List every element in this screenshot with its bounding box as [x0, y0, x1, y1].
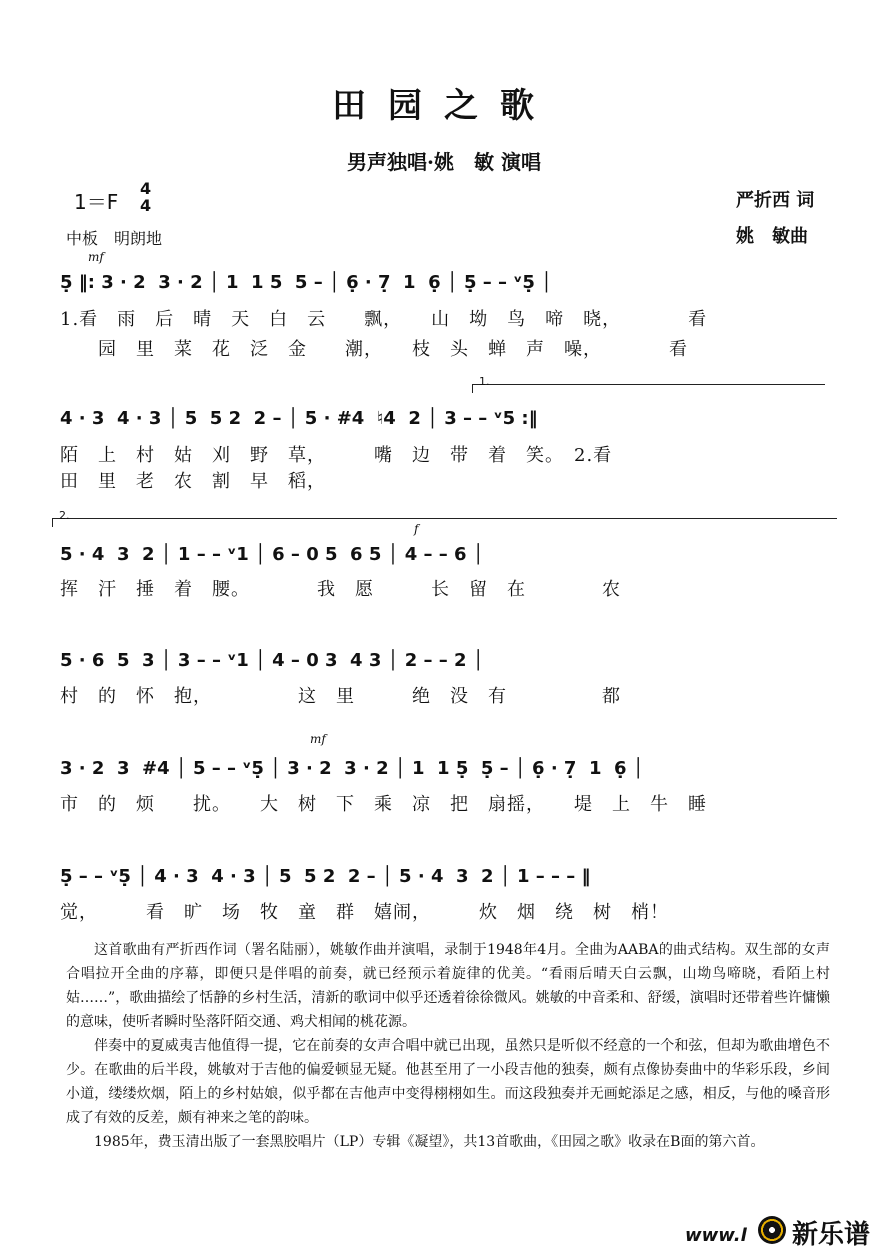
lyric-line: 市 的 烦 扰。 大 树 下 乘 凉 把 扇摇， 堤 上 牛 睡: [60, 794, 707, 815]
time-signature-top: 4: [140, 179, 152, 198]
lyric-line: 园 里 菜 花 泛 金 潮， 枝 头 蝉 声 噪， 看: [60, 339, 688, 360]
dynamic-f: f: [414, 522, 419, 536]
key-signature: 1＝F: [74, 190, 119, 214]
first-ending-bracket: [472, 375, 825, 393]
notation-line: 4 · 3 4 · 3 │ 5 5 2 2 – │ 5 · #4 ♮4 2 │ 3 – – ᵛ5 :‖: [60, 408, 538, 429]
song-subtitle: 男声独唱·姚 敏 演唱: [347, 150, 541, 174]
time-signature: [140, 180, 151, 214]
site-url[interactable]: www.l: [685, 1225, 747, 1246]
lyric-line: 觉， 看 旷 场 牧 童 群 嬉闹， 炊 烟 绕 树 梢！: [60, 902, 669, 923]
paragraph: 伴奏中的夏威夷吉他值得一提，它在前奏的女声合唱中就已出现，虽然只是听似不经意的一个和弦，但却为歌曲增色不少。在歌曲的后半段，姚敏对于吉他的偏爱顿显无疑。他甚至用了一小段吉他的独奏，颇有点像协奏曲中的华彩乐段，乡间小道，缕缕炊烟，陌上的乡村姑娘，似乎都在吉他声中变得栩栩如生。而这段独奏并无画蛇添足之感，相反，与他的嗓音形成了有效的反差，颇有神来之笔的韵味。: [66, 1038, 830, 1126]
lyricist-credit: 严折西 词: [736, 190, 815, 211]
lyric-line: 田 里 老 农 割 早 稻，: [60, 471, 326, 492]
dynamic-mf: mf: [310, 732, 326, 746]
brand-name: 新乐谱: [792, 1220, 871, 1250]
ending-label: 1.: [479, 375, 490, 388]
tempo-marking: 中板 明朗地: [66, 229, 163, 248]
paragraph: 这首歌曲有严折西作词（署名陆丽），姚敏作曲并演唱，录制于1948年4月。全曲为AABA的曲式结构。双生部的女声合唱拉开全曲的序幕，即便只是伴唱的前奏，就已经预示着旋律的优美。“看雨后晴天白云飘，山坳鸟啼晓，看陌上村姑……”，歌曲描绘了恬静的乡村生活，清新的歌词中似乎还透着徐徐微风。姚敏的中音柔和、舒缓，演唱时还带着些许慵懒的意味，使听者瞬时坠落阡陌交通、鸡犬相闻的桃花源。: [66, 942, 830, 1030]
notation-line: 5 · 4 3 2 │ 1 – – ᵛ1 │ 6 – 0 5 6 5 │ 4 – – 6 │: [60, 544, 484, 565]
record-logo-icon: [758, 1216, 786, 1244]
lyric-line: 1.看 雨 后 晴 天 白 云 飘， 山 坳 鸟 啼 晓， 看: [60, 309, 708, 330]
ending-label: 2.: [59, 509, 70, 522]
lyric-line: 村 的 怀 抱， 这 里 绝 没 有 都: [60, 686, 621, 707]
description-text: [66, 938, 830, 1154]
paragraph: 1985年，费玉清出版了一套黑胶唱片（LP）专辑《凝望》，共13首歌曲，《田园之歌》收录在B面的第六首。: [94, 1134, 765, 1150]
time-signature-bottom: 4: [140, 196, 152, 215]
notation-line: 3 · 2 3 #4 │ 5 – – ᵛ5̣ │ 3 · 2 3 · 2 │ 1 1 5̣ 5̣ – │ 6̣ · 7̣ 1 6̣ │: [60, 758, 644, 779]
notation-line: 5 · 6 5 3 │ 3 – – ᵛ1 │ 4 – 0 3 4 3 │ 2 – – 2 │: [60, 650, 484, 671]
lyric-line: 挥 汗 捶 着 腰。 我 愿 长 留 在 农: [60, 579, 621, 600]
notation-line: 5̣ – – ᵛ5̣ │ 4 · 3 4 · 3 │ 5 5 2 2 – │ 5 · 4 3 2 │ 1 – – – ‖: [60, 866, 591, 887]
dynamic-mf: mf: [88, 250, 104, 264]
lyric-line: 陌 上 村 姑 刈 野 草， 嘴 边 带 着 笑。 2.看: [60, 445, 613, 466]
song-title: 田园之歌: [332, 86, 556, 126]
second-ending-bracket: [52, 509, 837, 527]
composer-credit: 姚 敏曲: [736, 226, 808, 247]
notation-line: 5̣ ‖: 3 · 2 3 · 2 │ 1 1 5 5 – │ 6̣ · 7̣ 1 6̣ │ 5̣ – – ᵛ5̣ │: [60, 272, 552, 293]
